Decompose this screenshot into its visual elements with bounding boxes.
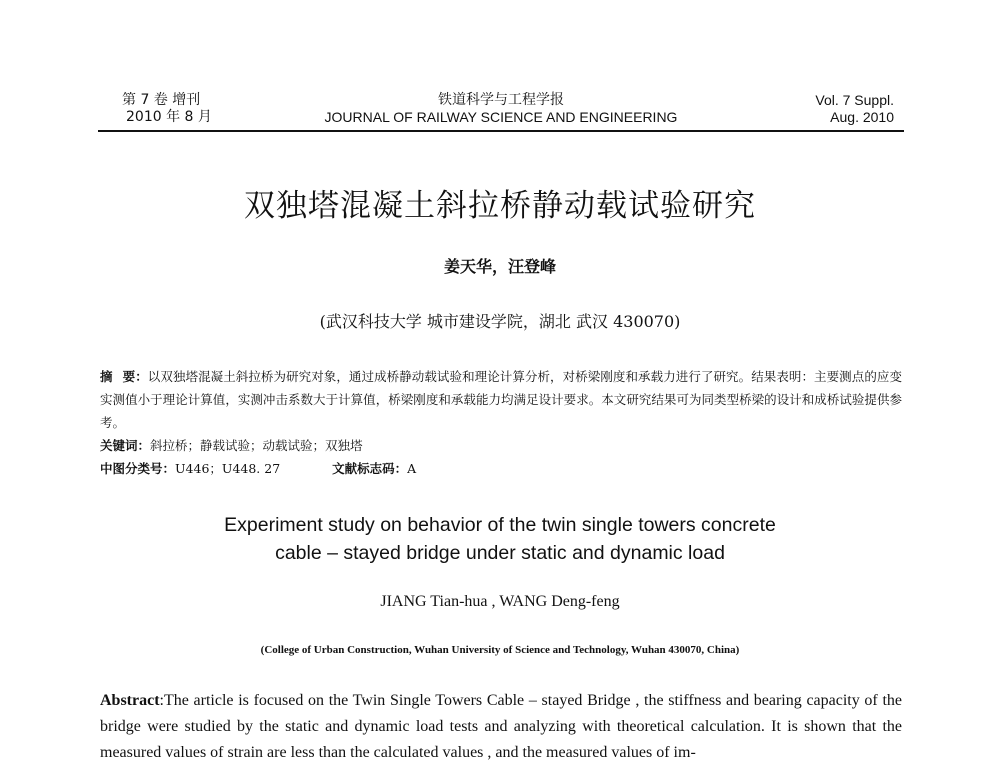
doc-code <box>332 459 416 479</box>
paper-title-en <box>0 511 1000 567</box>
authors-en: JIANG Tian-hua , WANG Deng-feng <box>380 593 620 610</box>
doc-code-label: 文献标志码： <box>332 461 408 476</box>
keywords-row <box>100 436 363 456</box>
paper-title-cn: 双独塔混凝土斜拉桥静动载试验研究 <box>244 188 756 224</box>
date-en: Aug. 2010 <box>830 109 894 125</box>
header-center <box>98 92 904 126</box>
header-rule <box>98 130 904 132</box>
doc-code-value: A <box>407 461 417 476</box>
title-en-line-1: Experiment study on behavior of the twin single towers concrete <box>224 514 776 536</box>
abstract-cn-text: 以双独塔混凝土斜拉桥为研究对象，通过成桥静动载试验和理论计算分析，对桥梁刚度和承载力进行了研究。结果表明：主要测点的应变实测值小于理论计算值，实测冲击系数大于计算值，桥梁刚度和承载能力均满足设计要求。本文研究结果可为同类型桥梁的设计和成桥试验提供参考。 <box>100 369 902 430</box>
running-header <box>98 88 904 132</box>
title-en-line-2: cable – stayed bridge under static and dynamic load <box>275 542 725 564</box>
abstract-cn-label-2: 要： <box>122 369 148 384</box>
volume-en: Vol. 7 Suppl. <box>815 92 894 108</box>
clc-label: 中图分类号： <box>100 461 176 476</box>
abstract-en <box>100 688 902 766</box>
clc-value: U446；U448. 27 <box>175 461 281 476</box>
abstract-cn <box>100 365 902 434</box>
header-right <box>815 92 894 126</box>
classification-row <box>100 459 416 479</box>
abstract-cn-label: 摘 <box>100 369 113 384</box>
journal-name-en: JOURNAL OF RAILWAY SCIENCE AND ENGINEERING <box>324 109 678 125</box>
affiliation-en: (College of Urban Construction, Wuhan University of Science and Technology, Wuhan 430070, China) <box>260 644 740 656</box>
volume-cn: 第 7 卷 增刊 <box>122 92 201 108</box>
affiliation-cn: (武汉科技大学 城市建设学院，湖北 武汉 430070) <box>319 312 681 331</box>
date-cn: 2010 年 8 月 <box>126 109 212 125</box>
journal-name-cn: 铁道科学与工程学报 <box>438 92 564 108</box>
authors-cn: 姜天华，汪登峰 <box>443 257 556 276</box>
abstract-en-label: Abstract <box>100 692 160 709</box>
keywords-text: 斜拉桥；静载试验；动载试验；双独塔 <box>150 438 363 453</box>
abstract-en-text: :The article is focused on the Twin Single Towers Cable – stayed Bridge , the stiffness and bearing capacity of the bridge were studied by the static and dynamic load tests and analyzing with theoretical calculation. It is shown that the measured values of strain are less than the calculated values , and the measured values of im- <box>100 692 902 761</box>
keywords-label: 关键词： <box>100 438 151 453</box>
